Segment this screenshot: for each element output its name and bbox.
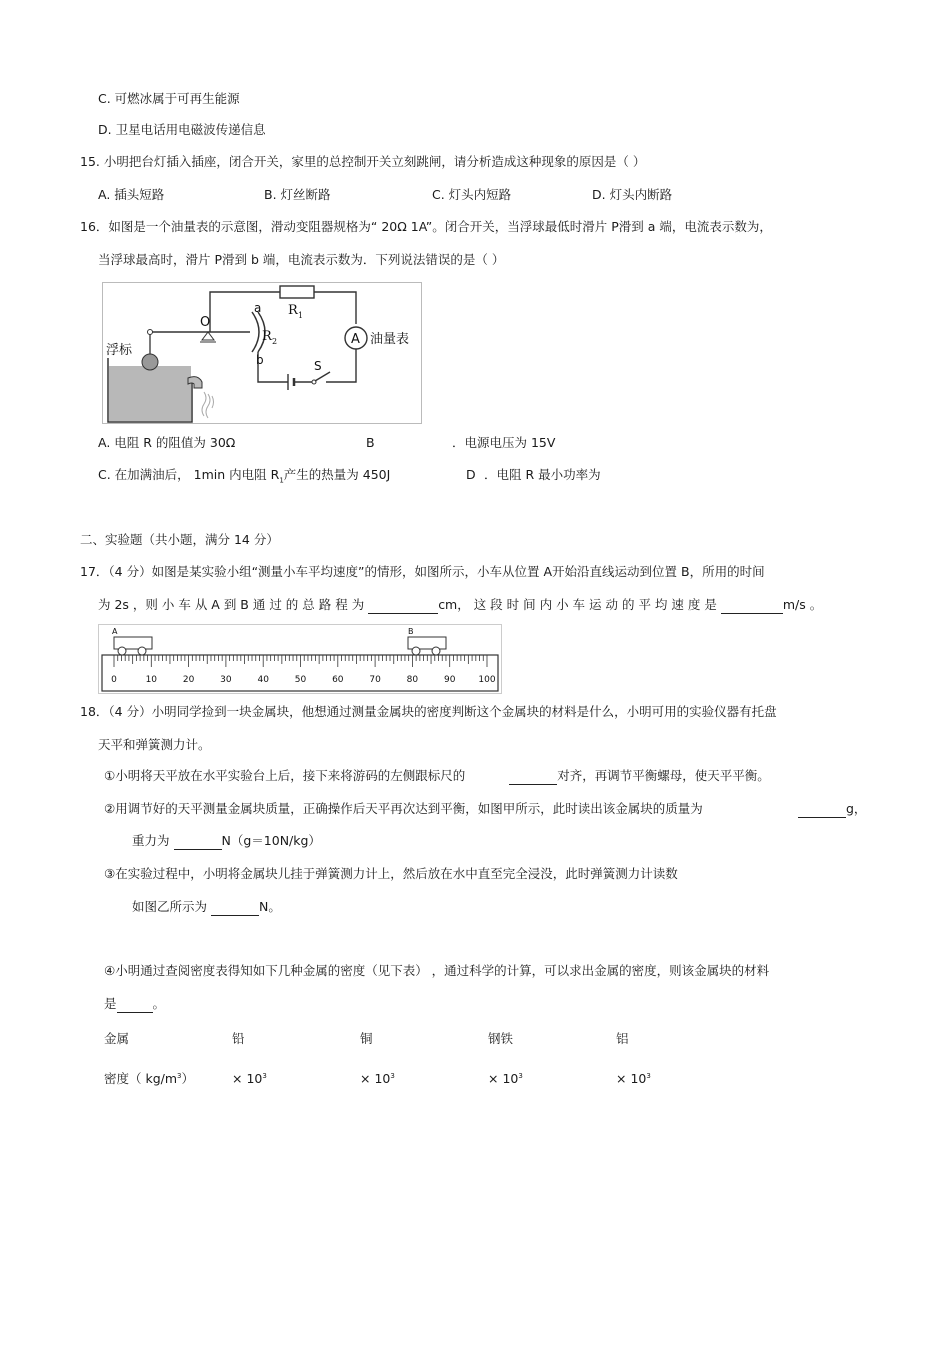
pivot-label: O — [200, 315, 211, 330]
resistor-r1 — [280, 286, 314, 298]
table-header-density: 密度（ $kg/m^3$） — [104, 1071, 195, 1087]
q16-option-b-letter: B — [366, 435, 375, 450]
position-a-label: A — [112, 627, 118, 636]
q18-step3-line2: 如图乙所示为 N。 — [132, 899, 281, 914]
ruler-tick-label: 0 — [111, 675, 117, 685]
ruler-figure — [98, 624, 502, 694]
q17-stem-line1: 17．（4 分）如图是某实验小组“测量小车平均速度”的情形，如图所示，小车从位置 A开始沿直线运动到位置 B，所用的时间 — [80, 564, 765, 579]
table-header-metal: 金属 — [104, 1031, 130, 1046]
r2-subscript: 2 — [272, 337, 278, 346]
q16-stem-line2: 当浮球最高时，滑片 P滑到 b 端，电流表示数为．下列说法错误的是（ ） — [98, 252, 505, 267]
q18-step3-line1: ③在实验过程中，小明将金属块儿挂于弹簧测力计上，然后放在水中直至完全浸没，此时弹簧测力计读数 — [104, 866, 678, 881]
r1-subscript: 1 — [298, 311, 304, 320]
q15-stem: 15. 小明把台灯插入插座，闭合开关，家里的总控制开关立刻跳闸，请分析造成这种现象的原因是（ ） — [80, 154, 646, 169]
q18-stem-line2: 天平和弹簧测力计。 — [98, 737, 211, 752]
q18-reading-blank[interactable] — [211, 901, 259, 916]
q16-stem-line1: 16．如图是一个油量表的示意图，滑动变阻器规格为“ 20Ω 1A”。闭合开关，当浮球最低时滑片 P滑到 a 端，电流表示数为， — [80, 219, 772, 234]
ammeter-letter: A — [351, 332, 360, 347]
q18-material-blank[interactable] — [117, 998, 153, 1013]
q16-option-c: C. 在加满油后， 1min 内电阻 $R_1$产生的热量为 450J — [98, 467, 391, 485]
table-metal-4: 铝 — [616, 1031, 629, 1046]
ruler-tick-label: 50 — [294, 675, 307, 685]
q17-distance-blank[interactable] — [368, 599, 438, 614]
table-density-1: × $10^3$ — [232, 1071, 267, 1087]
end-a-label: a — [254, 301, 262, 315]
q18-mass-answer: g， — [798, 800, 866, 818]
ruler-tick-label: 90 — [443, 675, 456, 685]
ruler-tick-label: 10 — [145, 675, 158, 685]
switch-label: S — [314, 359, 322, 373]
ammeter-label: 油量表 — [370, 332, 410, 347]
ruler-tick-label: 80 — [406, 675, 419, 685]
q16-option-a: A. 电阻 R 的阻值为 30Ω — [98, 435, 236, 450]
q18-mass-blank[interactable] — [798, 803, 846, 818]
q18-step1: ①小明将天平放在水平实验台上后，接下来将游码的左侧跟标尺的 对齐，再调节平衡螺母，使天平平衡。 — [104, 768, 770, 783]
q14-option-c: C. 可燃冰属于可再生能源 — [98, 91, 240, 106]
q17-speed-blank[interactable] — [721, 599, 783, 614]
table-density-2: × $10^3$ — [360, 1071, 395, 1087]
ruler-tick-label: 40 — [257, 675, 269, 685]
section-heading: 二、实验题（共小题，满分 14 分） — [80, 532, 279, 547]
r1-label: R — [288, 303, 298, 318]
table-metal-1: 铅 — [232, 1031, 245, 1046]
table-density-4: × $10^3$ — [616, 1071, 651, 1087]
q18-step1-blank[interactable] — [509, 770, 557, 785]
ruler-tick-label: 20 — [182, 675, 195, 685]
q15-option-b: B. 灯丝断路 — [264, 187, 331, 202]
float-ball — [142, 354, 158, 370]
q16-option-d-letter: D — [466, 467, 476, 482]
ruler-tick-label: 60 — [332, 675, 344, 685]
q15-option-d: D. 灯头内断路 — [592, 187, 673, 202]
q18-step2-line1: ②用调节好的天平测量金属块质量，正确操作后天平再次达到平衡，如图甲所示，此时读出该金属块的质量为 — [104, 801, 703, 816]
q18-step4-line2: 是 。 — [104, 996, 166, 1011]
oil-level — [109, 366, 191, 421]
q18-stem-line1: 18．（4 分）小明同学捡到一块金属块，他想通过测量金属块的密度判断这个金属块的材料是什么，小明可用的实验仪器有托盘 — [80, 704, 777, 719]
table-metal-3: 钢铁 — [488, 1031, 514, 1046]
q16-option-b-text: ．电源电压为 15V — [452, 435, 556, 450]
q18-step2-line2: 重力为 N（g＝10N/kg） — [132, 833, 321, 848]
q17-stem-line2: 为 2s ，则 小 车 从 A 到 B 通 过 的 总 路 程 为 cm， 这 段 时 间 内 小 车 运 动 的 平 均 速 度 是 m/s 。 — [98, 597, 823, 612]
q18-step4-line1: ④小明通过查阅密度表得知如下几种金属的密度（见下表） ，通过科学的计算，可以求出金属的密度，则该金属块的材料 — [104, 963, 770, 978]
q14-option-d: D. 卫星电话用电磁波传递信息 — [98, 122, 266, 137]
position-b-label: B — [408, 627, 414, 636]
ruler-tick-label: 70 — [369, 675, 381, 685]
ruler-tick-label: 100 — [478, 675, 496, 685]
cart-b-wheel-right — [432, 647, 440, 655]
end-b-label: b — [256, 353, 264, 367]
q15-option-a: A. 插头短路 — [98, 187, 165, 202]
cart-a-wheel-left — [118, 647, 126, 655]
r2-label: R — [262, 329, 272, 344]
ruler-tick-label: 30 — [220, 675, 232, 685]
cart-a-wheel-right — [138, 647, 146, 655]
table-metal-2: 铜 — [360, 1031, 373, 1046]
q16-option-d-text: ．电阻 R 最小功率为 — [484, 467, 601, 482]
cart-b-wheel-left — [412, 647, 420, 655]
table-density-3: × $10^3$ — [488, 1071, 523, 1087]
q18-weight-blank[interactable] — [174, 835, 222, 850]
float-label: 浮标 — [106, 343, 133, 358]
oil-gauge-circuit-figure — [102, 282, 422, 424]
switch-lever — [315, 372, 330, 381]
q15-option-c: C. 灯头内短路 — [432, 187, 512, 202]
